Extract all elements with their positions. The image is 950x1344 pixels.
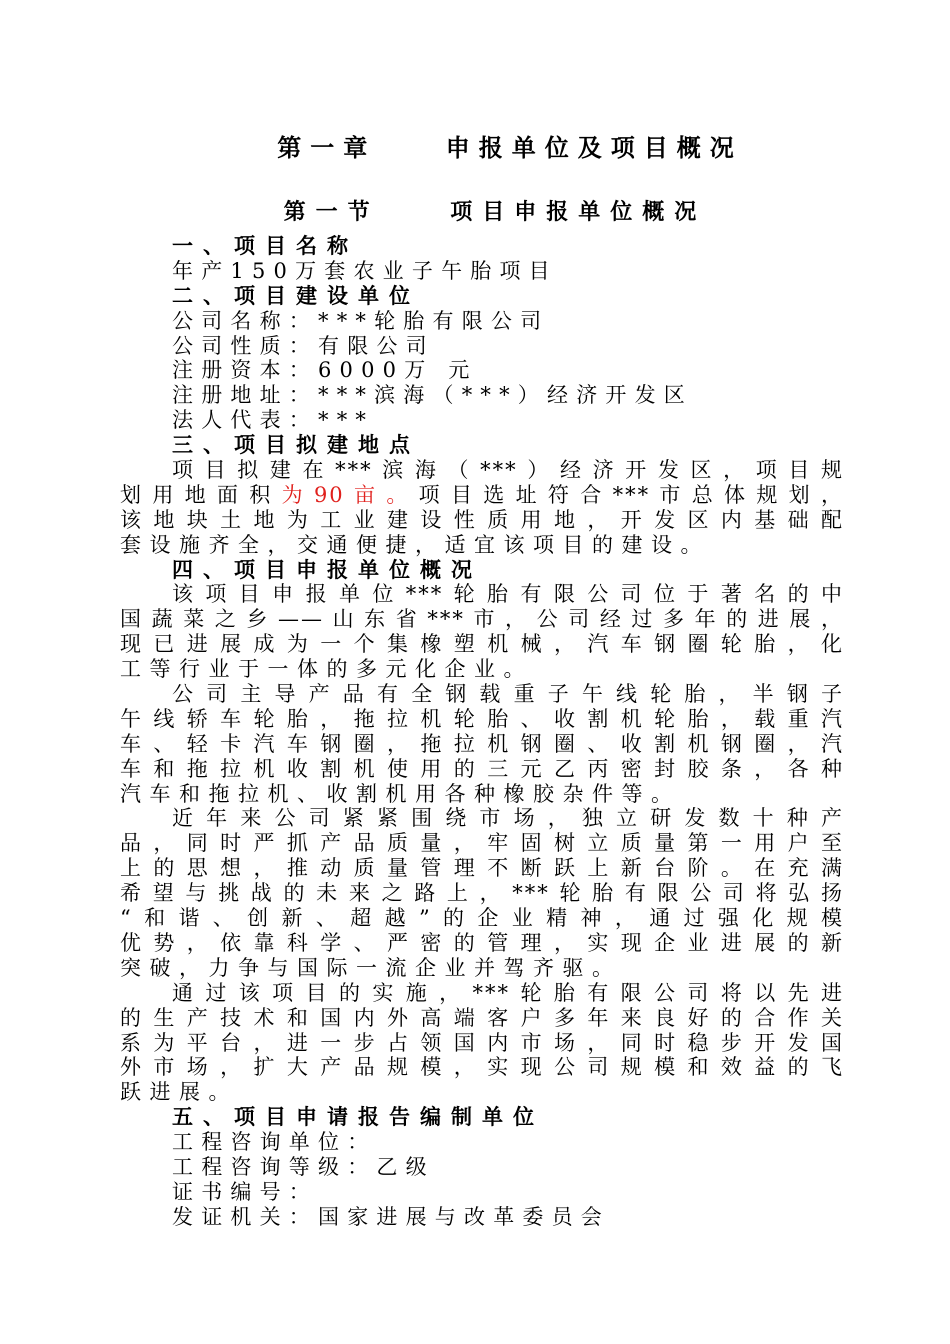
heading-unit-overview: 四、项目申报单位概况 [172,556,482,582]
overview-p4-line-3: 系为平台，进一步占领国内市场，同时稳步开发国 [120,1030,844,1055]
overview-p2-line-1: 公司主导产品有全钢载重子午线轮胎，半钢子 [172,682,844,707]
location-line-2-post: 项目选址符合***市总体规划， [418,482,845,507]
overview-p3-line-5: “和谐、创新、超越”的企业精神，通过强化规模 [120,906,844,931]
location-line-2 [120,483,844,508]
overview-p4-line-4: 外市场，扩大产品规模，实现公司规模和效益的飞 [120,1055,844,1080]
overview-p4-line-2: 的生产技术和国内外高端客户多年来良好的合作关 [120,1005,844,1030]
highlight-land-area: 为90亩。 [281,482,419,507]
overview-p2-line-4: 车和拖拉机收割机使用的三元乙丙密封胶条，各种 [120,756,844,781]
overview-p1-line-2: 国蔬菜之乡——山东省***市，公司经过多年的进展， [120,607,844,632]
field-registered-capital: 注册资本：6000万 元 [172,358,478,383]
overview-p3-line-3: 上的思想，推动质量管理不断跃上新台阶。在充满 [120,856,844,881]
field-certificate-number: 证书编号： [172,1179,318,1204]
overview-p2-line-3: 车、轻卡汽车钢圈，拖拉机钢圈、收割机钢圈，汽 [120,731,844,756]
overview-p2-line-2: 午线轿车轮胎，拖拉机轮胎、收割机轮胎，载重汽 [120,706,844,731]
overview-p3-line-6: 优势，依靠科学、严密的管理，实现企业进展的新 [120,930,844,955]
overview-p2-line-5: 汽车和拖拉机、收割机用各种橡胶杂件等。 [120,781,681,806]
project-name-value: 年产150万套农业子午胎项目 [172,258,558,283]
section-title: 第一节 项目申报单位概况 [283,199,707,225]
heading-construction-unit: 二、项目建设单位 [172,282,420,308]
heading-project-location: 三、项目拟建地点 [172,432,420,458]
overview-p3-line-7: 突破，力争与国际一流企业并驾齐驱。 [120,955,622,980]
field-consulting-grade: 工程咨询等级：乙级 [172,1154,435,1179]
location-line-4: 套设施齐全，交通便捷，适宜该项目的建设。 [120,532,710,557]
overview-p4-line-1: 通过该项目的实施，***轮胎有限公司将以先进 [172,980,844,1005]
field-legal-representative: 法人代表：*** [172,408,375,433]
field-company-name: 公司名称：***轮胎有限公司 [172,308,550,333]
overview-p4-line-5: 跃进展。 [120,1080,238,1105]
overview-p3-line-1: 近年来公司紧紧围绕市场，独立研发数十种产 [172,806,844,831]
body-text [120,234,844,1230]
location-line-3: 该地块土地为工业建设性质用地，开发区内基础配 [120,507,844,532]
location-line-1: 项目拟建在***滨海（***）经济开发区，项目规 [172,458,844,483]
field-registered-address: 注册地址：***滨海（***）经济开发区 [172,383,693,408]
field-company-type: 公司性质：有限公司 [172,333,435,358]
overview-p3-line-2: 品，同时严抓产品质量，牢固树立质量第一用户至 [120,831,844,856]
location-line-2-pre: 划用地面积 [120,482,282,507]
overview-p1-line-3: 现已进展成为一个集橡塑机械，汽车钢圈轮胎，化 [120,632,844,657]
heading-report-preparer: 五、项目申请报告编制单位 [172,1104,544,1130]
overview-p1-line-4: 工等行业于一体的多元化企业。 [120,657,533,682]
heading-project-name: 一、项目名称 [172,233,358,258]
field-consulting-unit: 工程咨询单位： [172,1130,377,1155]
overview-p3-line-4: 希望与挑战的未来之路上，***轮胎有限公司将弘扬 [120,881,844,906]
field-issuing-authority: 发证机关：国家进展与改革委员会 [172,1204,610,1229]
overview-p1-line-1: 该项目申报单位***轮胎有限公司位于著名的中 [172,582,844,607]
chapter-title: 第一章 申报单位及项目概况 [277,133,743,162]
